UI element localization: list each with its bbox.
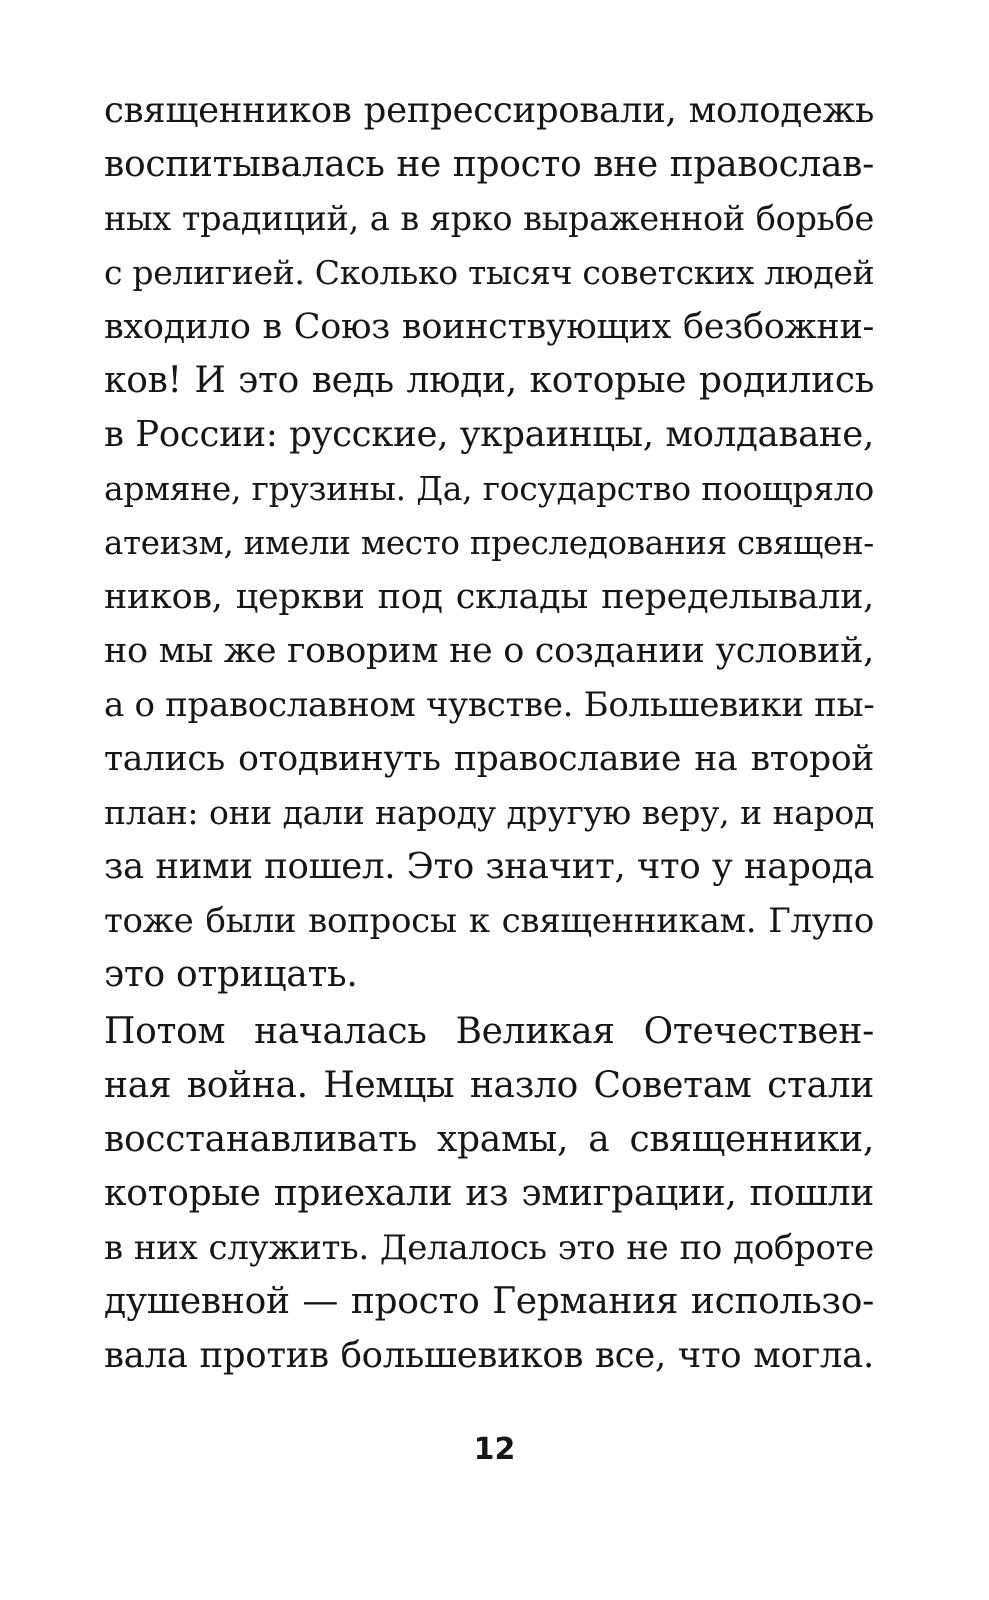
- text-line: ников, церкви под склады переделывали,: [104, 577, 874, 617]
- text-line: но мы же говорим не о создании условий,: [104, 631, 874, 671]
- text-line: ных традиций, а в ярко выраженной борьбе: [104, 199, 874, 238]
- text-line: восстанавливать храмы, а священники,: [104, 1119, 874, 1160]
- text-line: это отрицать.: [104, 954, 358, 995]
- text-line: тались отодвинуть православие на второй: [104, 739, 874, 779]
- paragraph-2: [104, 1005, 874, 1383]
- text-line: план: они дали народу другую веру, и народ: [104, 793, 874, 832]
- text-line: за ними пошел. Это значит, что у народа: [104, 846, 874, 887]
- text-line: священников репрессировали, молодежь: [104, 90, 874, 131]
- text-line: армяне, грузины. Да, государство поощряло: [104, 469, 874, 508]
- text-line: с религией. Сколько тысяч советских людей: [104, 253, 875, 292]
- text-line: в них служить. Делалось это не по доброте: [104, 1228, 874, 1268]
- page-number: 12: [473, 1432, 516, 1467]
- text-line: а о православном чувстве. Большевики пы-: [104, 685, 875, 725]
- text-line: Потом началась Великая Отечествен-: [104, 1011, 874, 1052]
- text-line: входило в Союз воинствующих безбожни-: [104, 307, 874, 347]
- text-line: душевной — просто Германия использо-: [104, 1281, 874, 1322]
- text-line: которые приехали из эмиграции, пошли: [104, 1173, 874, 1214]
- text-line: воспитывалась не просто вне православ-: [104, 144, 874, 185]
- text-line: вала против большевиков все, что могла.: [104, 1335, 874, 1376]
- text-line: в России: русские, украинцы, молдаване,: [104, 414, 874, 455]
- text-line: ков! И это ведь люди, которые родились: [104, 360, 874, 401]
- paragraph-1: [104, 84, 874, 1002]
- text-line: тоже были вопросы к священникам. Глупо: [104, 901, 874, 941]
- text-line: атеизм, имели место преследования священ-: [104, 524, 874, 562]
- text-line: ная война. Немцы назло Советам стали: [104, 1065, 874, 1106]
